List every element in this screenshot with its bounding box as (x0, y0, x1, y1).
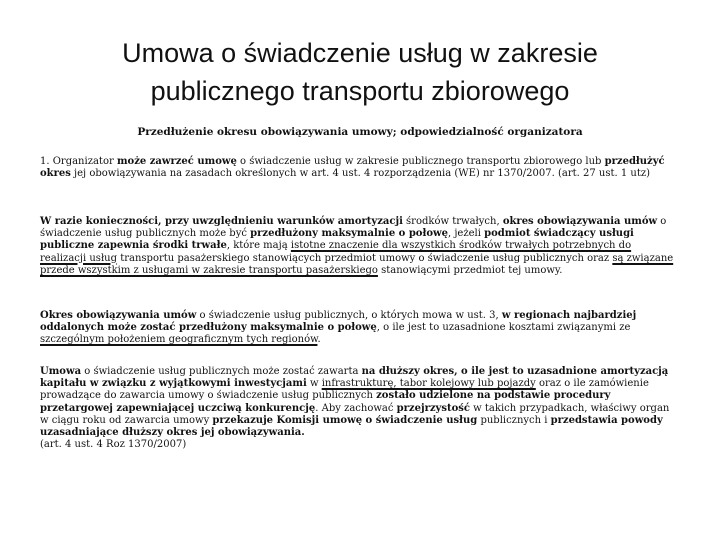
p3-bold-c: w regionach najbardziej oddalonych może zostać przedłużony maksymalnie o połowę (40, 310, 637, 334)
p3-text-d: , o ile jest to uzasadnione kosztami związanymi ze (376, 322, 631, 334)
slide-title (40, 34, 680, 110)
p2-bold-g: podmiot świadczący usługi publiczne zapewnia środki trwałe (40, 228, 634, 252)
p3-underlined-e: szczególnym położeniem geograficznym tych regionów (40, 334, 318, 346)
p4-text-b: o świadczenie usług publicznych może zostać zawarta (81, 366, 362, 377)
p3-bold-a: Okres obowiązywania umów (40, 310, 197, 321)
p1-text-c: o świadczenie usług w zakresie publicznego transportu zbiorowego lub (236, 156, 605, 167)
p2-text-b: środków trwałych, (402, 216, 503, 227)
title-line-1: Umowa o świadczenie usług w zakresie (122, 38, 598, 68)
p2-text-l: stanowiącymi przedmiot tej umowy. (377, 264, 563, 276)
p2-underlined-i: istotne znaczenie dla wszystkich środków trwałych potrzebnych do realizacji usług (40, 240, 632, 264)
p4-bold-m: przedstawia powody uzasadniające dłuższy okres jej obowiązywania. (40, 414, 663, 439)
p1-text-e: jej obowiązywania na zasadach określonych w art. 4 ust. 4 rozporządzenia (WE) nr 1370/2007. (art. 27 ust. 1 utz) (70, 168, 651, 180)
slide-subtitle: Przedłużenie okresu obowiązywania umowy; odpowiedzialność organizatora (137, 126, 583, 138)
paragraph-3 (40, 310, 680, 347)
p4-text-h: . Aby zachować (315, 402, 397, 414)
p3-text-f: . (317, 334, 321, 346)
p4-bold-k: przekazuje Komisji umowę o świadczenie usług (212, 414, 478, 426)
p4-text-f: oraz o ile zamówienie prowadzące do zawarcia umowy o świadczenie usług publicznych (40, 378, 649, 402)
p2-text-j: transportu pasażerskiego stanowiących przedmiot umowy o świadczenie usług publicznych oraz (117, 252, 613, 264)
p1-bold-d: przedłużyć okres (40, 156, 665, 180)
p2-underlined-k: są związane przede wszystkim z usługami w zakresie transportu pasażerskiego (40, 252, 674, 276)
p1-text-a: 1. Organizator (40, 156, 117, 167)
paragraph-4 (40, 366, 680, 451)
p4-text-d: w (306, 378, 322, 390)
p4-text-l: publicznych i (477, 414, 551, 426)
p4-bold-a: Umowa (40, 366, 82, 377)
paragraph-1 (40, 156, 680, 180)
paragraph-2 (40, 216, 680, 277)
p2-text-h: , które mają (226, 240, 291, 252)
p1-bold-b: może zawrzeć umowę (116, 156, 237, 167)
p4-underlined-e: infrastrukturę, tabor kolejowy lub pojazdy (321, 378, 536, 390)
p2-text-d: o świadczenie usług publicznych może być (40, 216, 667, 240)
p2-text-f: , jeżeli (447, 228, 485, 240)
p4-bold-i: przejrzystość (396, 402, 470, 414)
p4-citation: (art. 4 ust. 4 Roz 1370/2007) (40, 439, 187, 451)
p4-text-j: w takich przypadkach, właściwy organ w ciągu roku od zawarcia umowy (40, 402, 670, 426)
p3-text-b: o świadczenie usług publicznych, o których mowa w ust. 3, (196, 310, 502, 321)
p2-bold-e: przedłużony maksymalnie o połowę (250, 228, 448, 240)
p4-bold-c: na dłuższy okres, o ile jest to uzasadnione amortyzacją kapitału w związku z wyjątkowymi inwestycjami (40, 366, 669, 390)
p2-bold-c: okres obowiązywania umów (502, 216, 658, 227)
p4-bold-g: zostało udzielone na podstawie procedury przetargowej zapewniającej uczciwą konkurencję (40, 390, 611, 414)
p2-bold-a: W razie konieczności, przy uwzględnieniu warunków amortyzacji (40, 216, 403, 227)
title-line-2: publicznego transportu zbiorowego (150, 76, 570, 106)
